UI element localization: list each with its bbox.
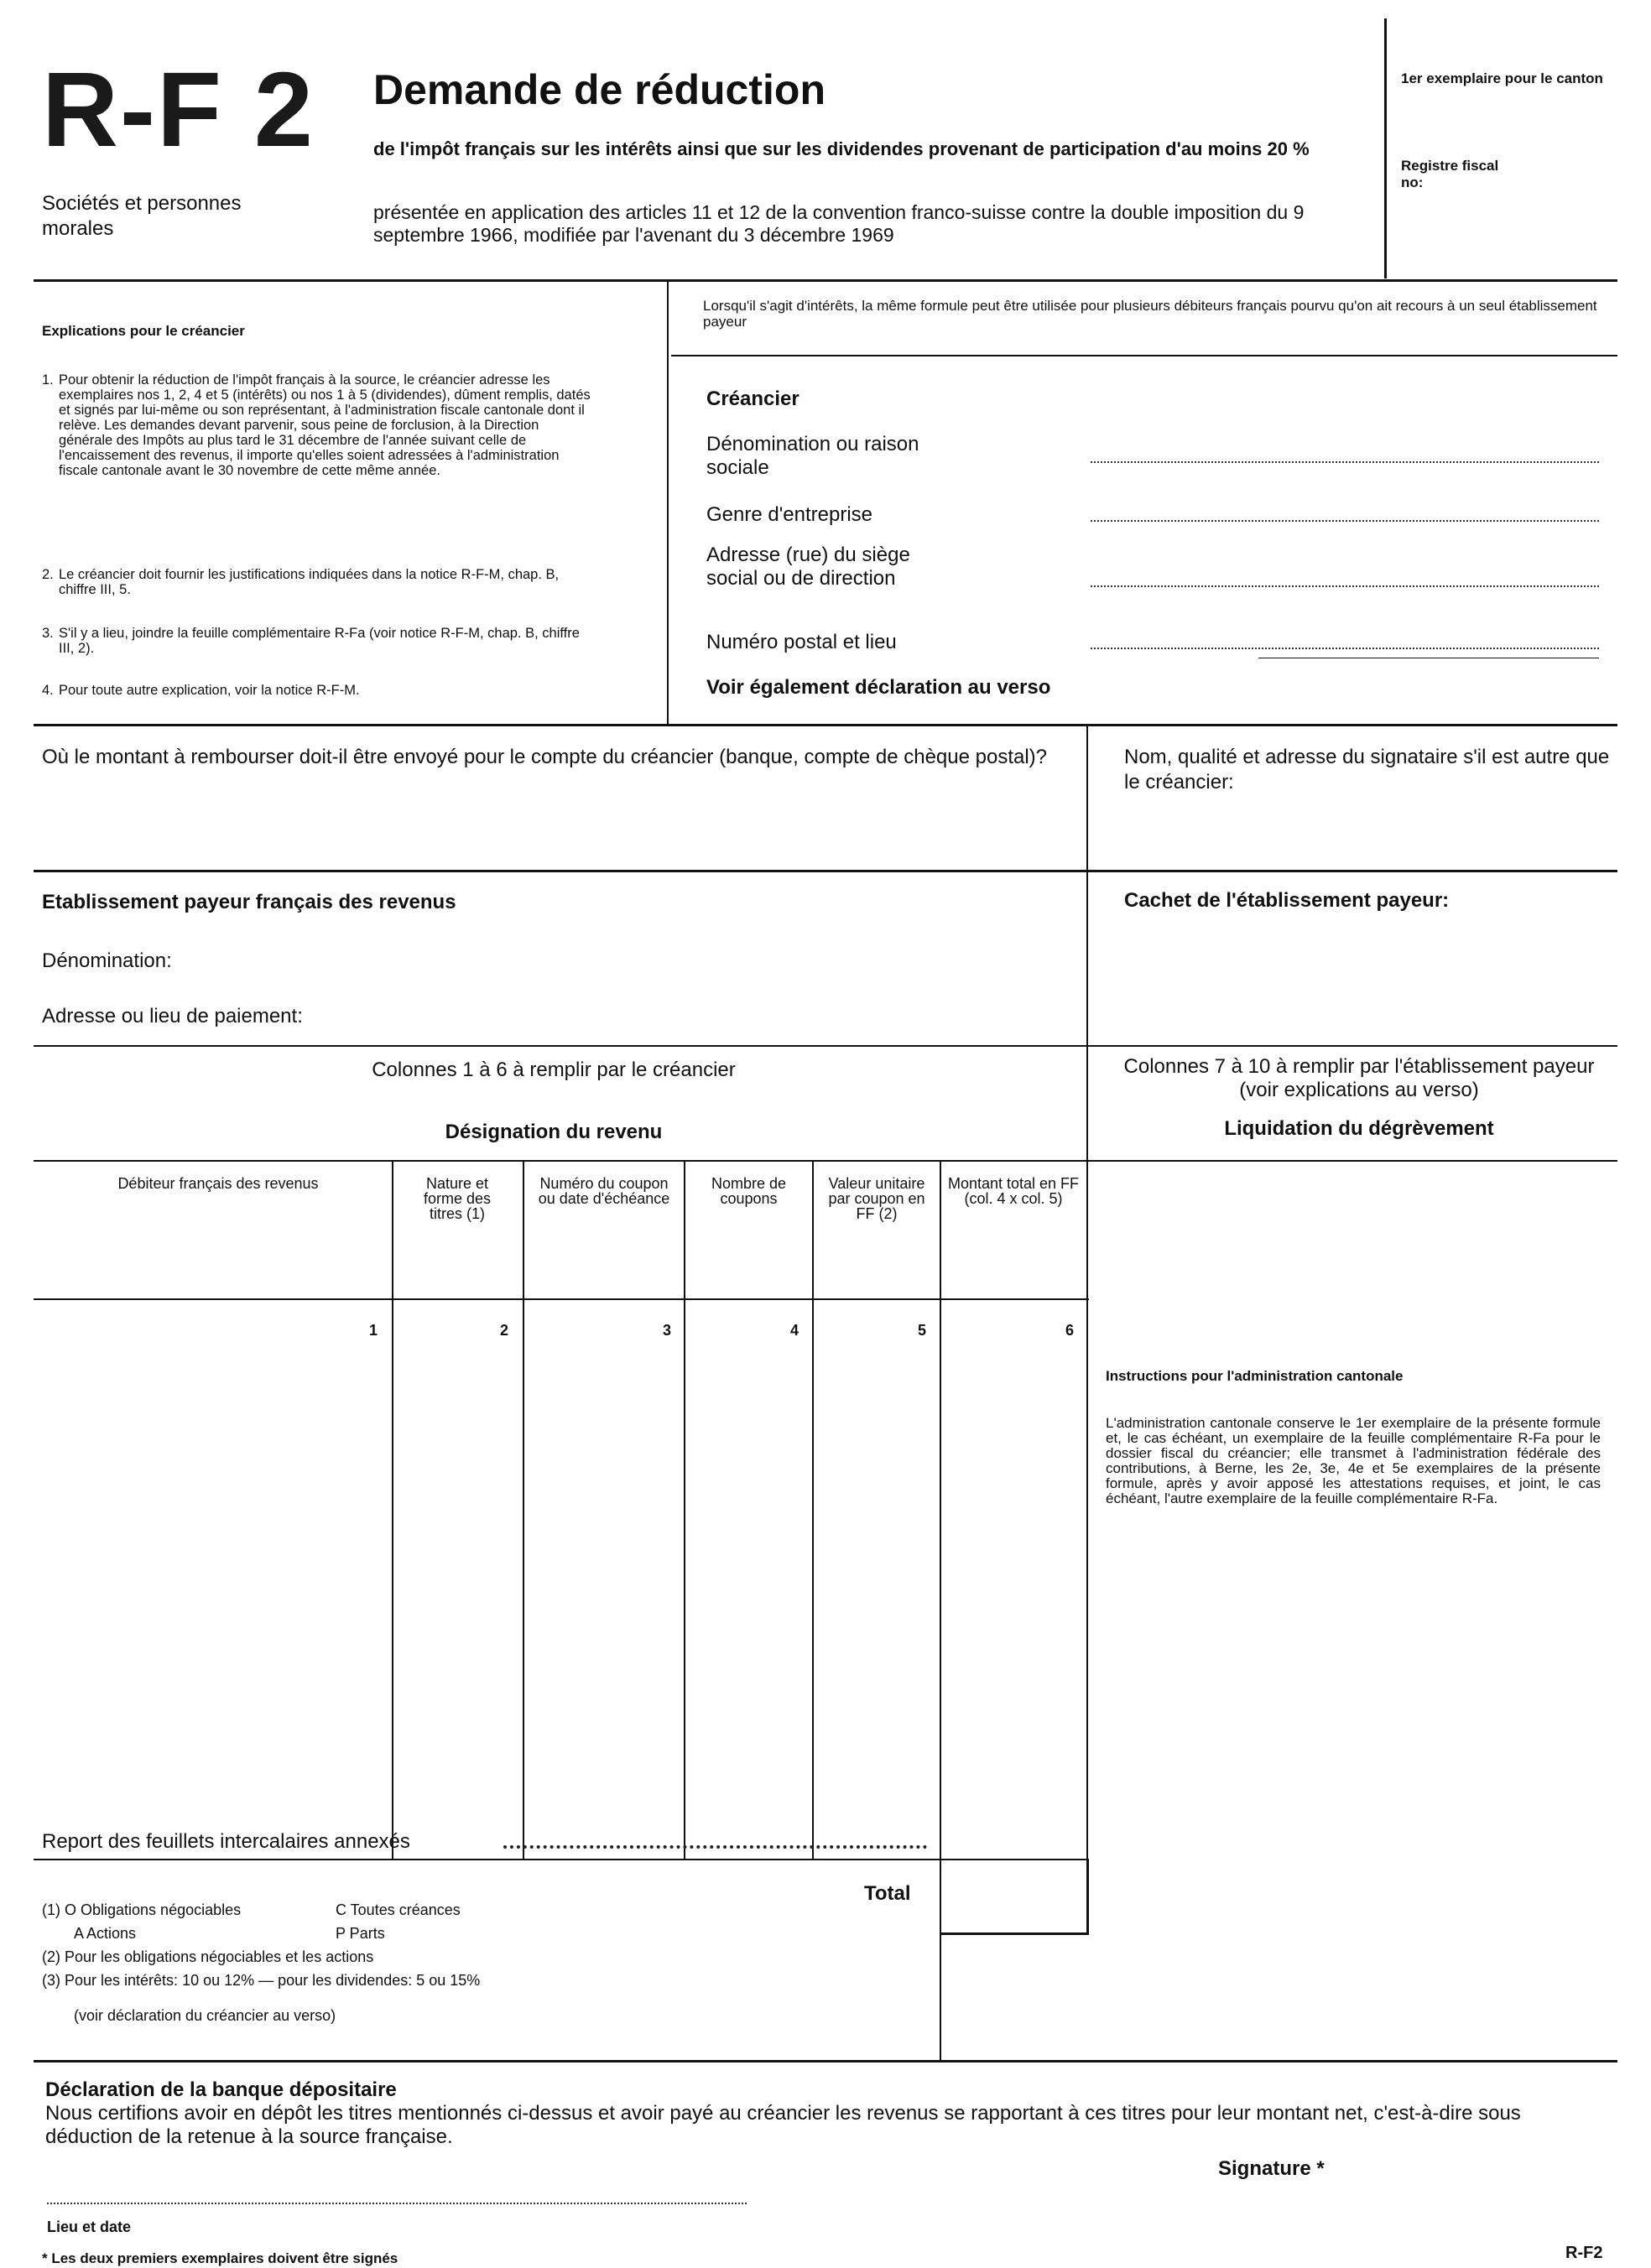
nature-cell[interactable] <box>396 1350 518 1820</box>
company-type-label: Genre d'entreprise <box>706 503 873 526</box>
footnote-1c: A Actions <box>74 1925 137 1942</box>
rule <box>34 724 1617 726</box>
item-text: Pour obtenir la réduction de l'impôt français à la source, le créancier adresse les exemplaires nos 1, 2, 4 et 5 (intérêts) ou nos 1 à 5 (dividendes), dûment remplis, datés et signés par lui-même ou son représentant, à l'administration fiscale cantonale dont il relève. Les demandes devant parvenir, sous peine de forclusion, à la Direction générale des Impôts au plus tard le 31 décembre de l'année suivant celle de l'encaissement des revenus, il importe qu'elles soient adressées à l'administration fiscale cantonale avant le 30 novembre de cette même année. <box>59 372 591 478</box>
entity-type: Sociétés et personnes morales <box>42 192 242 240</box>
rule <box>34 279 1617 282</box>
column-divider <box>812 1161 814 1859</box>
form-title: Demande de réduction <box>373 66 826 113</box>
footnote-3: (3) Pour les intérêts: 10 ou 12% — pour les dividendes: 5 ou 15% <box>42 1972 481 1989</box>
signature-footnote: * Les deux premiers exemplaires doivent être signés <box>42 2250 398 2266</box>
registry-label: Registre fiscal no: <box>1401 158 1499 190</box>
carry-over-label: Report des feuillets intercalaires annexés <box>42 1830 410 1853</box>
instructions-text: L'administration cantonale conserve le 1er exemplaire de la présente formule et, le cas échéant, un exemplaire de la feuille complémentaire R-Fa pour le dossier fiscal du créancier; elle transmet à l'administration fédérale des contributions, à Berne, les 2e, 3e, 4e et 5e exemplaires de la présente formule, après y avoir apposé les attestations requises, et joint, le cas échéant, l'autre exemplaire de la feuille complémentaire R-Fa. <box>1106 1415 1601 1506</box>
item-text: Le créancier doit fournir les justifications indiquées dans la notice R-F-M, chap. B, chiffre III, 5. <box>59 567 560 597</box>
left-columns-caption: Colonnes 1 à 6 à remplir par le créancier <box>372 1059 736 1081</box>
copy-note: 1er exemplaire pour le canton <box>1401 70 1603 86</box>
col-header-nature: Nature et forme des titres (1) <box>423 1175 492 1222</box>
right-columns-caption: Colonnes 7 à 10 à remplir par l'établissement payeur (voir explications au verso) <box>1123 1055 1595 1101</box>
rule <box>34 1859 1089 1860</box>
address-label: Adresse (rue) du siège social ou de direction <box>706 544 910 590</box>
footer-form-code: R-F2 <box>1565 2244 1603 2262</box>
bank-declaration-heading: Déclaration de la banque dépositaire <box>45 2078 397 2101</box>
explanations-title: Explications pour le créancier <box>42 323 245 339</box>
rule <box>940 1932 1089 1935</box>
rule <box>34 1160 1617 1162</box>
postal-field[interactable] <box>1091 648 1599 649</box>
col-number: 2 <box>500 1322 509 1339</box>
unit-value-cell[interactable] <box>816 1350 935 1820</box>
total-field[interactable] <box>944 1864 1085 1922</box>
signature-label: Signature * <box>1218 2157 1325 2180</box>
divider <box>1086 1859 1089 1934</box>
form-subtitle: présentée en application des articles 11 et 12 de la convention franco-suisse contre la double imposition du 9 septembre 1966, modifiée par l'avenant du 3 décembre 1969 <box>373 201 1305 246</box>
explanation-item <box>42 626 602 656</box>
registry-input[interactable] <box>1493 208 1628 233</box>
income-designation-heading: Désignation du revenu <box>445 1121 663 1143</box>
footnote-1b: C Toutes créances <box>336 1901 461 1918</box>
footnote-2: (2) Pour les obligations négociables et les actions <box>42 1948 374 1965</box>
coupon-count-cell[interactable] <box>688 1350 808 1820</box>
form-subtitle-bold: de l'impôt français sur les intérêts ainsi que sur les dividendes provenant de participation d'au moins 20 % <box>373 138 1310 159</box>
stamp-area[interactable] <box>1124 923 1611 1032</box>
carry-over-leader <box>503 1845 927 1849</box>
creditor-note: Lorsqu'il s'agit d'intérêts, la même formule peut être utilisée pour plusieurs débiteurs français pourvu qu'on ait recours à un seul établissement payeur <box>703 298 1597 330</box>
col-number: 4 <box>790 1322 799 1339</box>
instructions-title: Instructions pour l'administration cantonale <box>1106 1368 1404 1384</box>
item-text: S'il y a lieu, joindre la feuille complémentaire R-Fa (voir notice R-F-M, chap. B, chiffre III, 2). <box>59 626 580 656</box>
stamp-label: Cachet de l'établissement payeur: <box>1124 889 1450 912</box>
col-header-debtor: Débiteur français des revenus <box>117 1175 319 1192</box>
footnote-1a: (1) O Obligations négociables <box>42 1901 242 1918</box>
total-label: Total <box>864 1882 911 1905</box>
item-number: 1. <box>42 372 54 388</box>
col-header-coupon-number: Numéro du coupon ou date d'échéance <box>538 1175 670 1207</box>
rule <box>34 2060 1617 2063</box>
rule <box>34 1298 1089 1300</box>
payment-question: Où le montant à rembourser doit-il être envoyé pour le compte du créancier (banque, compte de chèque postal)? <box>42 746 1048 768</box>
col-number: 3 <box>663 1322 672 1339</box>
signatory-label: Nom, qualité et adresse du signataire s'il est autre que le créancier: <box>1124 746 1610 793</box>
bank-declaration-text: Nous certifions avoir en dépôt les titres mentionnés ci-dessus et avoir payé au créancier les revenus se rapportant à ces titres pour leur montant net, c'est-à-dire sous déduction de la retenue à la source française. <box>45 2102 1521 2148</box>
signatory-field[interactable] <box>1124 805 1611 864</box>
place-date-label: Lieu et date <box>47 2219 132 2235</box>
creditor-heading: Créancier <box>706 388 799 410</box>
name-field[interactable] <box>1091 461 1599 463</box>
payer-address-field[interactable] <box>369 1003 1065 1028</box>
col-header-total-amount: Montant total en FF (col. 4 x col. 5) <box>947 1175 1080 1207</box>
item-text: Pour toute autre explication, voir la notice R-F-M. <box>59 683 360 698</box>
place-date-field[interactable] <box>47 2203 747 2204</box>
address-field[interactable] <box>1091 585 1599 587</box>
item-number: 3. <box>42 626 54 641</box>
header-divider <box>1384 18 1387 278</box>
col-header-unit-value: Valeur unitaire par coupon en FF (2) <box>828 1175 925 1222</box>
footnote-1d: P Parts <box>336 1925 385 1942</box>
col-number: 5 <box>918 1322 927 1339</box>
explanation-item <box>42 683 602 698</box>
name-label: Dénomination ou raison sociale <box>706 433 919 479</box>
see-declaration-note: (voir déclaration du créancier au verso) <box>74 2007 336 2024</box>
col-number: 1 <box>369 1322 378 1339</box>
column-divider <box>523 1161 524 1859</box>
company-type-field[interactable] <box>1091 520 1599 522</box>
col-header-coupon-count: Nombre de coupons <box>711 1175 787 1207</box>
divider <box>1086 726 1088 1881</box>
col-number: 6 <box>1065 1322 1075 1339</box>
column-divider <box>684 1161 685 1859</box>
explanation-item <box>42 567 602 597</box>
debtor-cell[interactable] <box>42 1350 386 1820</box>
payer-name-label: Dénomination: <box>42 949 172 972</box>
total-amount-cell[interactable] <box>944 1350 1082 1820</box>
payer-address-label: Adresse ou lieu de paiement: <box>42 1005 303 1027</box>
rule <box>671 355 1617 356</box>
explanation-item <box>42 372 602 478</box>
coupon-number-cell[interactable] <box>527 1350 680 1820</box>
signature-field[interactable] <box>1208 2185 1602 2219</box>
item-number: 4. <box>42 683 54 698</box>
rule <box>34 1045 1617 1047</box>
column-divider <box>392 1161 393 1859</box>
form-code: R-F 2 <box>42 50 315 169</box>
see-also-note: Voir également déclaration au verso <box>706 676 1051 699</box>
payer-heading: Etablissement payeur français des revenus <box>42 891 456 913</box>
payment-destination-field[interactable] <box>42 805 1065 864</box>
item-number: 2. <box>42 567 54 582</box>
postal-label: Numéro postal et lieu <box>706 631 897 653</box>
rule <box>34 870 1617 872</box>
column-divider <box>940 1161 941 2063</box>
divider <box>667 282 669 725</box>
relief-settlement-heading: Liquidation du dégrèvement <box>1224 1117 1494 1140</box>
payer-name-field[interactable] <box>210 948 1065 973</box>
